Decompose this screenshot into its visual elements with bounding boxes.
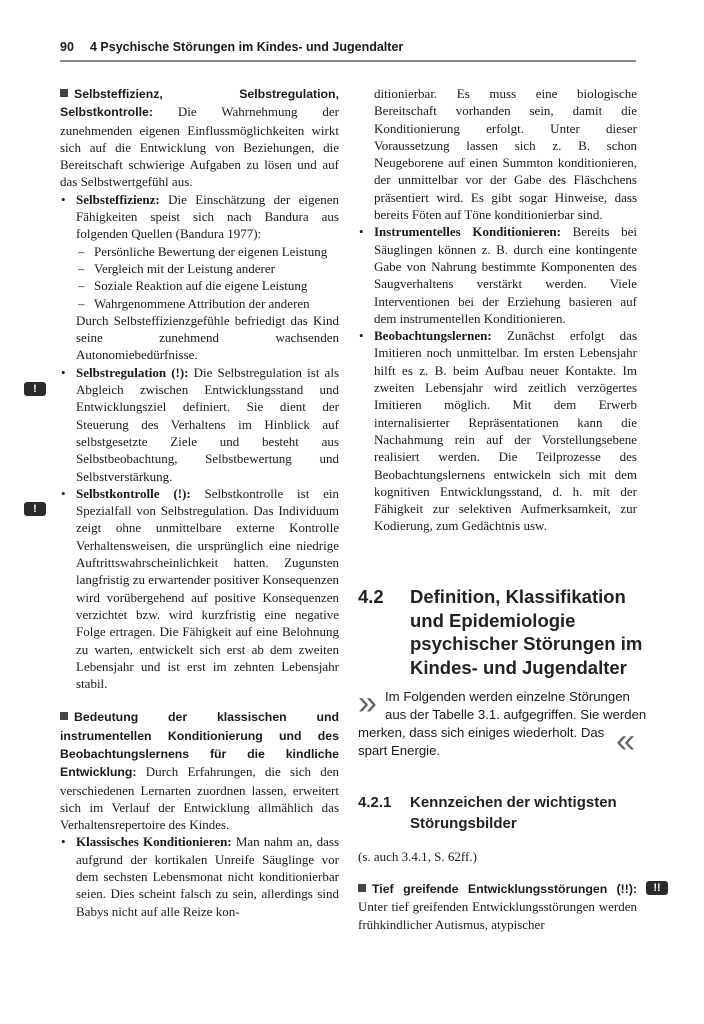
running-header [60, 38, 636, 60]
section-heading-4-2: 4.2 Definition, Klassifikation und Epidemiologie psychischer Störungen im Kindes- und Jugendalter [358, 586, 643, 678]
importance-mark: (!): [171, 364, 189, 380]
section-heading-4-2-1: 4.2.1 Kennzeichen der wichtigsten Störungsbilder [358, 794, 617, 832]
square-bullet-icon [60, 712, 68, 720]
header-rule [60, 60, 636, 62]
exclamation-badge-icon: ! [24, 382, 46, 396]
bullet-selbstregulation: • Selbstregulation (!): Die Selbstregulation ist als Abgleich zwischen Entwicklungsstand und Entwicklungsziel definiert. Sie dient der Steuerung des Verhaltens im Hinblick auf selbstgesetzte Ziele und besteht aus Selbstbeobachtung, Selbstbewertung und Selbstverstärkung. [60, 364, 339, 485]
open-quote-icon: » [358, 684, 377, 722]
bullet-continuation: ditionierbar. Es muss eine biologische Bereitschaft vorhanden sein, damit die Konditionierung erfolgt. Unter dieser Voraussetzung lassen sich z. B. schon Neugeborene auf einen Summton konditionieren, der unmittelbar vor der Gabe des Fläschchens präsentiert wird. Es gibt sogar Hinweise, dass bereits Föten auf Töne konditionierbar sind. [374, 86, 637, 223]
right-column [358, 85, 637, 535]
section-number: 4.2.1 [358, 794, 392, 811]
dash-item: – Soziale Reaktion auf die eigene Leistung [60, 277, 339, 294]
exclamation-badge-icon: ! [24, 502, 46, 516]
square-bullet-icon [358, 884, 366, 892]
double-exclamation-badge-icon: !! [646, 881, 668, 895]
section-konditionierung: Bedeutung der klassischen und instrumentellen Konditionierung und des Beobachtungslernens für die kindliche Entwicklung: Durch Erfahrungen, die sich den verschiedenen Lernarten zuordnen lassen, erweitert sich im Verlauf der Entwicklung allmählich das Verhaltensrepertoire des Kindes. [60, 710, 339, 833]
bullet-klassisches-konditionieren: • Klassisches Konditionieren: Man nahm an, dass aufgrund der kortikalen Unreife Säuglinge vor dem sechsten Lebensmonat nicht konditionierbar seien. Dies scheint falsch zu sein, allerdings sind Babys nicht auf alle Reize kon- [60, 833, 339, 919]
section-selbsteffizienz: Selbsteffizienz, Selbstregulation, Selbstkontrolle: Die Wahrnehmung der zunehmenden eigenen Einflussmöglichkeiten wirkt sich auf die Entwicklung von Beziehungen, die Bereitschaft schwierige Aufgaben zu lösen und auf das Selbstwertgefühl aus. [60, 87, 339, 190]
dash-item: – Wahrgenommene Attribution der anderen [60, 295, 339, 312]
section-entwicklungsstoerungen: Tief greifende Entwicklungsstörungen (!!): Unter tief greifenden Entwicklungsstörungen werden frühkindlicher Autismus, atypischer [358, 882, 638, 932]
section-heading: Selbsteffizienz, Selbstregulation, Selbstkontrolle: [60, 87, 339, 120]
importance-mark: (!): [173, 485, 191, 501]
pull-quote: » Im Folgenden werden einzelne Störungen aus der Tabelle 3.1. aufgegriffen. Sie werden merken, dass sich einiges wiederholt. Das spart Energie. « [358, 684, 647, 760]
bullet-instrumentelles-konditionieren: • Instrumentelles Konditionieren: Bereits bei Säuglingen können z. B. durch eine kontingente Gabe von Nahrung bestimmte Komponenten des Saugverhaltens verstärkt werden. Viele Interventionen bei der Erziehung basieren auf dem instrumentellen Konditionieren. [358, 223, 637, 327]
close-quote-icon: « [616, 722, 635, 760]
section-heading: Tief greifende Entwicklungsstörungen [372, 882, 608, 896]
chapter-title: 4 Psychische Störungen im Kindes- und Jugendalter [90, 40, 404, 54]
importance-mark: (!!): [616, 882, 638, 896]
bullet-selbstkontrolle: • Selbstkontrolle (!): Selbstkontrolle ist ein Spezialfall von Selbstregulation. Das Individuum zeigt ohne unmittelbare externe Kontrolle Verhaltensweisen, die ursprünglich eine niedrige Auftrittswahrscheinlichkeit hatten. Zugunsten langfristig zu erwartender positiver Konsequenzen wird vorübergehend auf positive Konsequenzen verzichtet bzw. wird kurzfristig eine negative Folge ertragen. Die Fähigkeit auf eine Belohnung zu warten, entwickelt sich erst ab dem zweiten Lebensjahr und ist erst im zehnten Lebensjahr stabil. [60, 485, 339, 693]
dash-item: – Persönliche Bewertung der eigenen Leistung [60, 243, 339, 260]
page-number: 90 [60, 40, 74, 54]
bullet-beobachtungslernen: • Beobachtungslernen: Zunächst erfolgt das Imitieren noch unmittelbar. Im ersten Lebensjahr hilft es z. B. beim Aufbau neuer Kontakte. Im zweiten Lebensjahr wird zeitlich verzögertes Imitieren möglich. Mit dem Erwerb internalisierter Repräsentationen kann die Nachahmung rein auf der Vorstellungsebene realisiert werden. Die Teilprozesse des Beobachtungslernens entwickeln sich mit dem kognitiven Entwicklungsstand, d. h. mit der Fähigkeit zur selektiven Aufmerksamkeit, zur Kodierung, zum Gedächtnis usw. [358, 327, 637, 535]
section-heading: Bedeutung der klassischen und instrumentellen Konditionierung und des Beobachtungslernens für die kindliche Entwicklung: [60, 710, 339, 780]
left-column [60, 85, 339, 920]
bullet-continuation: Durch Selbsteffizienzgefühle befriedigt das Kind seine zunehmend wachsenden Autonomiebedürfnisse. [76, 312, 339, 363]
section-number: 4.2 [358, 586, 384, 607]
square-bullet-icon [60, 89, 68, 97]
bullet-selbsteffizienz: • Selbsteffizienz: Die Einschätzung der eigenen Fähigkeiten speist sich nach Bandura aus folgenden Quellen (Bandura 1977): [60, 191, 339, 243]
dash-item: – Vergleich mit der Leistung anderer [60, 260, 339, 277]
cross-reference-note: (s. auch 3.4.1, S. 62ff.) [358, 849, 477, 864]
